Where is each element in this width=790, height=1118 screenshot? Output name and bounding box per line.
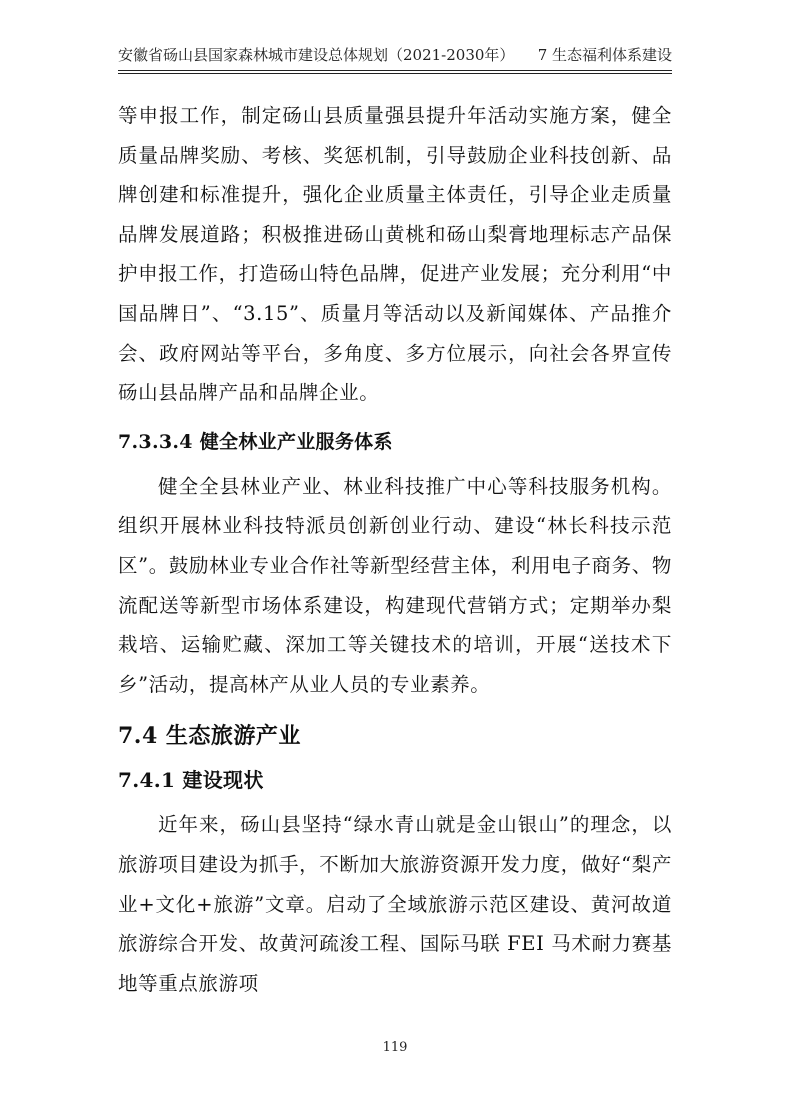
header-rule-thick bbox=[118, 70, 672, 71]
paragraph-brand-building: 等申报工作，制定砀山县质量强县提升年活动实施方案，健全质量品牌奖励、考核、奖惩机制，引导鼓励企业科技创新、品牌创建和标准提升，强化企业质量主体责任，引导企业走质量品牌发展道路；积极推进砀山黄桃和砀山梨膏地理标志产品保护申报工作，打造砀山特色品牌，促进产业发展；充分利用“中国品牌日”、“3.15”、质量月等活动以及新闻媒体、产品推介会、政府网站等平台，多角度、多方位展示，向社会各界宣传砀山县品牌产品和品牌企业。 bbox=[118, 104, 672, 405]
heading-7-4: 7.4 生态旅游产业 bbox=[118, 723, 301, 750]
page-header bbox=[118, 44, 672, 66]
paragraph-forestry-services: 健全全县林业产业、林业科技推广中心等科技服务机构。组织开展林业科技特派员创新创业行动、建设“林长科技示范区”。鼓励林业专业合作社等新型经营主体，利用电子商务、物流配送等新型市场体系建设，构建现代营销方式；定期举办梨栽培、运输贮藏、深加工等关键技术的培训，开展“送技术下乡”活动，提高林产从业人员的专业素养。 bbox=[118, 474, 672, 696]
page-number: 119 bbox=[382, 1040, 408, 1055]
header-document-title: 安徽省砀山县国家森林城市建设总体规划（2021-2030年） bbox=[118, 46, 515, 64]
heading-7-3-3-4: 7.3.3.4 健全林业产业服务体系 bbox=[118, 430, 393, 453]
header-chapter-title: 7 生态福利体系建设 bbox=[537, 46, 672, 64]
paragraph-tourism-status: 近年来，砀山县坚持“绿水青山就是金山银山”的理念，以旅游项目建设为抓手，不断加大旅游资源开发力度，做好“梨产业+文化+旅游”文章。启动了全域旅游示范区建设、黄河故道旅游综合开发、故黄河疏浚工程、国际马联 FEI 马术耐力赛基地等重点旅游项 bbox=[118, 813, 672, 995]
page-content bbox=[118, 96, 672, 1003]
header-rule-thin bbox=[118, 73, 672, 74]
heading-7-4-1: 7.4.1 建设现状 bbox=[118, 768, 264, 793]
